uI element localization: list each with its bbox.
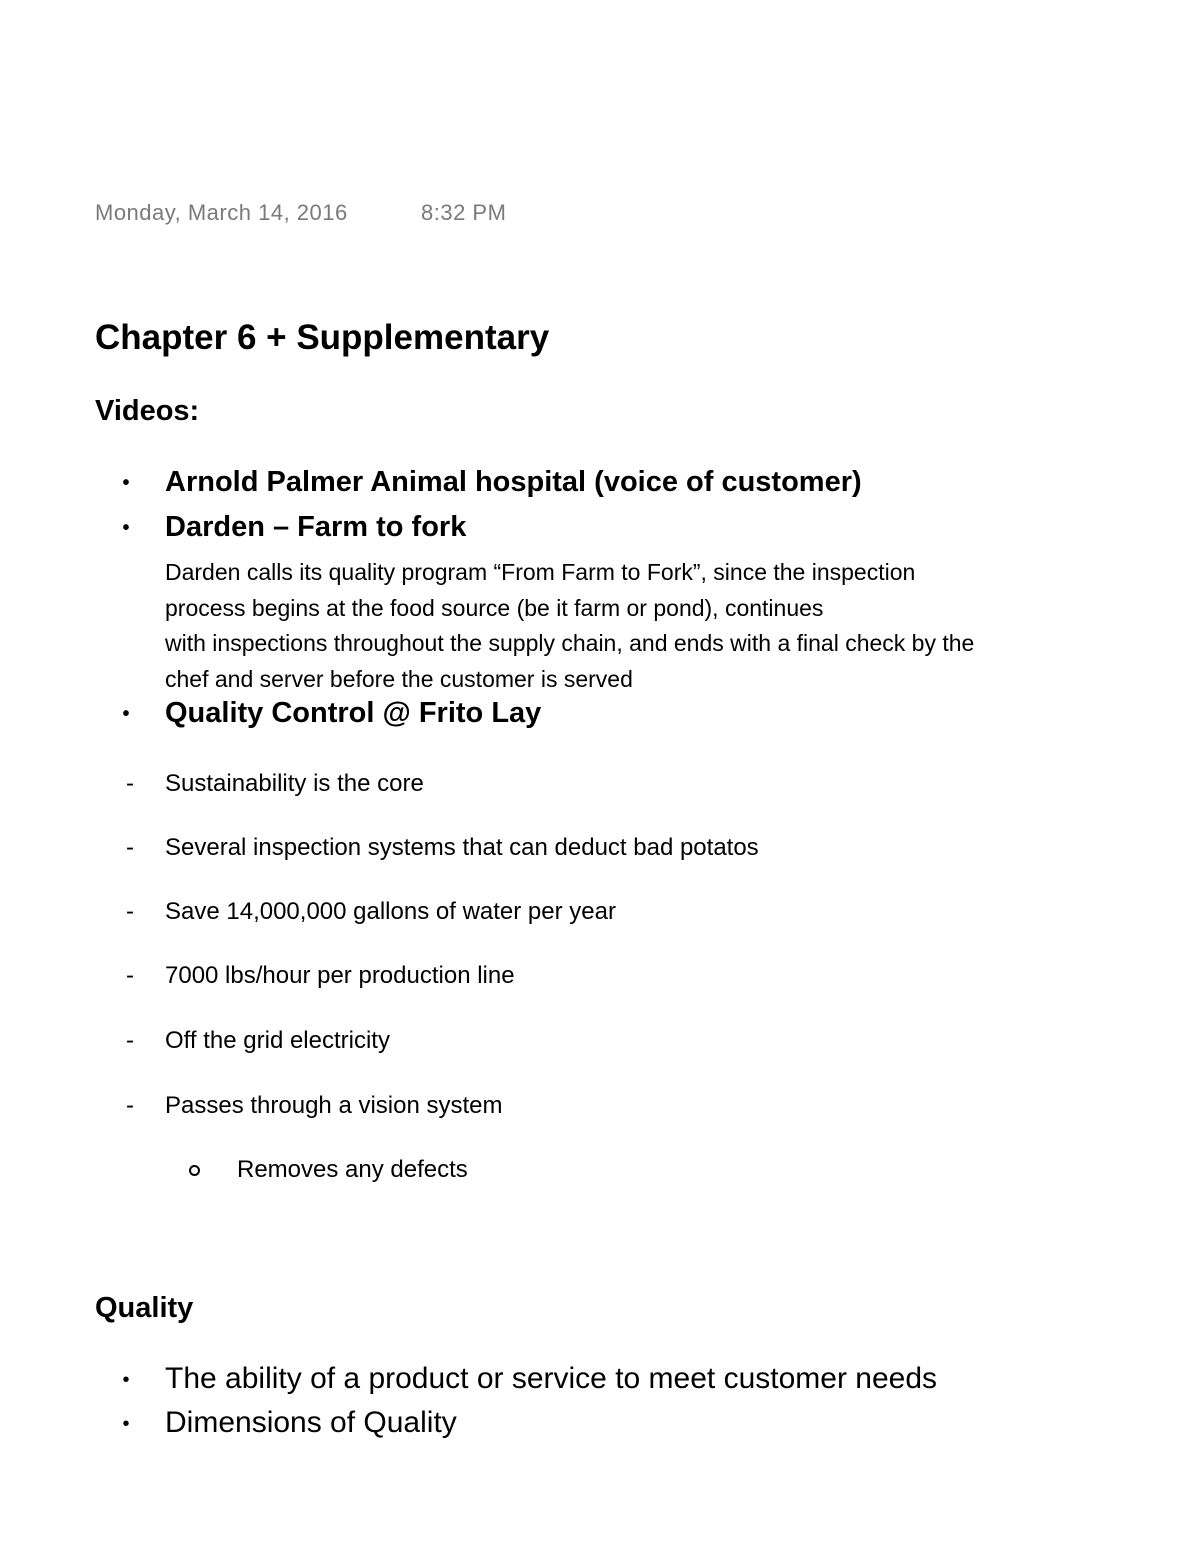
dash-icon: -	[126, 962, 134, 989]
dash-icon: -	[126, 898, 134, 925]
bullet-icon: •	[122, 1413, 130, 1435]
video-item-label: Quality Control @ Frito Lay	[165, 697, 542, 729]
quality-item-label: The ability of a product or service to meet customer needs	[165, 1362, 938, 1395]
quality-item-label: Dimensions of Quality	[165, 1406, 457, 1439]
note-time: 8:32 PM	[421, 200, 507, 225]
note-date: Monday, March 14, 2016	[95, 200, 348, 225]
page-title: Chapter 6 + Supplementary	[95, 318, 550, 357]
dash-icon: -	[126, 770, 134, 797]
videos-heading: Videos:	[95, 395, 200, 427]
frito-lay-point: Passes through a vision system	[165, 1092, 503, 1119]
quality-heading: Quality	[95, 1292, 194, 1324]
frito-lay-point: Off the grid electricity	[165, 1027, 390, 1054]
dash-icon: -	[126, 1092, 134, 1119]
vision-subpoint: Removes any defects	[237, 1156, 468, 1183]
frito-lay-point: Sustainability is the core	[165, 770, 424, 797]
bullet-icon: •	[122, 703, 130, 725]
description-line: Darden calls its quality program “From Farm to Fork”, since the inspection	[165, 559, 916, 585]
description-line: with inspections throughout the supply chain, and ends with a final check by the	[165, 630, 975, 656]
video-item-label: Arnold Palmer Animal hospital (voice of customer)	[165, 466, 862, 498]
video-item-label: Darden – Farm to fork	[165, 511, 467, 543]
frito-lay-point: Several inspection systems that can deduct bad potatos	[165, 834, 759, 861]
bullet-icon: •	[122, 517, 130, 539]
bullet-icon: •	[122, 472, 130, 494]
hollow-bullet-icon	[189, 1165, 200, 1176]
description-line: chef and server before the customer is served	[165, 665, 633, 692]
frito-lay-point: 7000 lbs/hour per production line	[165, 962, 515, 989]
description-line: process begins at the food source (be it farm or pond), continues	[165, 594, 824, 621]
darden-description	[165, 555, 1125, 697]
note-timestamp	[95, 200, 507, 226]
frito-lay-point: Save 14,000,000 gallons of water per year	[165, 898, 616, 925]
bullet-icon: •	[122, 1369, 130, 1391]
dash-icon: -	[126, 1027, 134, 1054]
dash-icon: -	[126, 834, 134, 861]
